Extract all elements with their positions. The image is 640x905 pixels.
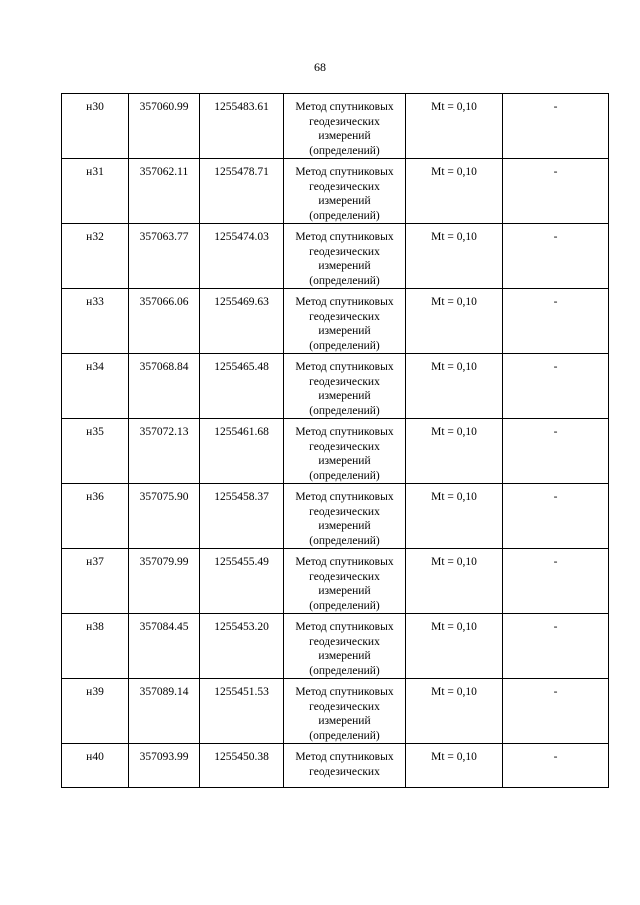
accuracy-cell: Mt = 0,10 xyxy=(406,484,503,549)
table-row xyxy=(62,549,609,614)
note-cell: - xyxy=(503,354,609,419)
point-id-cell: н38 xyxy=(62,614,129,679)
method-line: Метод спутниковых xyxy=(295,556,394,568)
table-row xyxy=(62,484,609,549)
accuracy-cell: Mt = 0,10 xyxy=(406,549,503,614)
point-id-cell: н30 xyxy=(62,94,129,159)
accuracy-cell: Mt = 0,10 xyxy=(406,419,503,484)
y-coordinate-cell: 1255458.37 xyxy=(200,484,284,549)
y-coordinate-cell: 1255453.20 xyxy=(200,614,284,679)
table-row xyxy=(62,679,609,744)
method-line: геодезических xyxy=(309,570,380,583)
method-line: геодезических xyxy=(309,245,380,258)
note-cell: - xyxy=(503,224,609,289)
accuracy-cell: Mt = 0,10 xyxy=(406,744,503,788)
table-row xyxy=(62,289,609,354)
y-coordinate-cell: 1255469.63 xyxy=(200,289,284,354)
method-line: геодезических xyxy=(309,635,380,648)
x-coordinate-cell: 357084.45 xyxy=(129,614,200,679)
note-cell: - xyxy=(503,94,609,159)
note-cell: - xyxy=(503,679,609,744)
method-line: Метод спутниковых xyxy=(295,686,394,698)
method-cell xyxy=(284,679,406,744)
method-line: измерений xyxy=(318,585,371,597)
point-id-cell: н31 xyxy=(62,159,129,224)
note-cell: - xyxy=(503,614,609,679)
method-line: Метод спутниковых xyxy=(295,166,394,178)
table-row xyxy=(62,159,609,224)
x-coordinate-cell: 357079.99 xyxy=(129,549,200,614)
method-line: геодезических xyxy=(309,180,380,193)
y-coordinate-cell: 1255451.53 xyxy=(200,679,284,744)
method-line: геодезических xyxy=(309,375,380,388)
method-line: Метод спутниковых xyxy=(295,751,394,763)
method-cell xyxy=(284,549,406,614)
note-cell: - xyxy=(503,549,609,614)
table-row xyxy=(62,94,609,159)
method-cell xyxy=(284,289,406,354)
method-line: геодезических xyxy=(309,310,380,323)
method-line: измерений xyxy=(318,390,371,402)
method-cell xyxy=(284,419,406,484)
point-id-cell: н32 xyxy=(62,224,129,289)
method-line: (определений) xyxy=(309,469,380,482)
x-coordinate-cell: 357066.06 xyxy=(129,289,200,354)
accuracy-cell: Mt = 0,10 xyxy=(406,289,503,354)
method-line: (определений) xyxy=(309,729,380,742)
x-coordinate-cell: 357060.99 xyxy=(129,94,200,159)
method-line: геодезических xyxy=(309,440,380,453)
method-line: Метод спутниковых xyxy=(295,491,394,503)
accuracy-cell: Mt = 0,10 xyxy=(406,159,503,224)
method-line: Метод спутниковых xyxy=(295,426,394,438)
method-line: (определений) xyxy=(309,144,380,157)
coordinates-table xyxy=(61,93,609,788)
coordinates-table-body xyxy=(62,94,609,788)
table-row xyxy=(62,614,609,679)
method-line: геодезических xyxy=(309,115,380,128)
method-line: геодезических xyxy=(309,505,380,518)
method-cell xyxy=(284,224,406,289)
method-line: измерений xyxy=(318,455,371,467)
method-line: измерений xyxy=(318,325,371,337)
method-line: измерений xyxy=(318,195,371,207)
method-line: (определений) xyxy=(309,274,380,287)
method-line: Метод спутниковых xyxy=(295,361,394,373)
method-line: (определений) xyxy=(309,339,380,352)
point-id-cell: н34 xyxy=(62,354,129,419)
x-coordinate-cell: 357089.14 xyxy=(129,679,200,744)
y-coordinate-cell: 1255478.71 xyxy=(200,159,284,224)
x-coordinate-cell: 357063.77 xyxy=(129,224,200,289)
y-coordinate-cell: 1255465.48 xyxy=(200,354,284,419)
y-coordinate-cell: 1255474.03 xyxy=(200,224,284,289)
y-coordinate-cell: 1255450.38 xyxy=(200,744,284,788)
point-id-cell: н36 xyxy=(62,484,129,549)
method-line: измерений xyxy=(318,260,371,272)
y-coordinate-cell: 1255483.61 xyxy=(200,94,284,159)
x-coordinate-cell: 357062.11 xyxy=(129,159,200,224)
y-coordinate-cell: 1255455.49 xyxy=(200,549,284,614)
x-coordinate-cell: 357072.13 xyxy=(129,419,200,484)
method-cell xyxy=(284,94,406,159)
method-line: геодезических xyxy=(309,765,380,778)
accuracy-cell: Mt = 0,10 xyxy=(406,224,503,289)
point-id-cell: н33 xyxy=(62,289,129,354)
method-line: измерений xyxy=(318,130,371,142)
note-cell: - xyxy=(503,419,609,484)
x-coordinate-cell: 357093.99 xyxy=(129,744,200,788)
method-line: (определений) xyxy=(309,664,380,677)
accuracy-cell: Mt = 0,10 xyxy=(406,354,503,419)
method-line: Метод спутниковых xyxy=(295,621,394,633)
method-line: (определений) xyxy=(309,404,380,417)
method-line: Метод спутниковых xyxy=(295,296,394,308)
method-line: (определений) xyxy=(309,209,380,222)
method-cell xyxy=(284,354,406,419)
method-line: (определений) xyxy=(309,534,380,547)
method-line: геодезических xyxy=(309,700,380,713)
note-cell: - xyxy=(503,159,609,224)
point-id-cell: н37 xyxy=(62,549,129,614)
table-row xyxy=(62,354,609,419)
note-cell: - xyxy=(503,744,609,788)
x-coordinate-cell: 357068.84 xyxy=(129,354,200,419)
method-cell xyxy=(284,744,406,788)
method-cell xyxy=(284,159,406,224)
x-coordinate-cell: 357075.90 xyxy=(129,484,200,549)
table-row xyxy=(62,744,609,788)
table-row xyxy=(62,419,609,484)
method-line: измерений xyxy=(318,650,371,662)
method-line: измерений xyxy=(318,715,371,727)
point-id-cell: н35 xyxy=(62,419,129,484)
method-cell xyxy=(284,484,406,549)
point-id-cell: н39 xyxy=(62,679,129,744)
y-coordinate-cell: 1255461.68 xyxy=(200,419,284,484)
method-cell xyxy=(284,614,406,679)
note-cell: - xyxy=(503,484,609,549)
accuracy-cell: Mt = 0,10 xyxy=(406,94,503,159)
method-line: (определений) xyxy=(309,599,380,612)
note-cell: - xyxy=(503,289,609,354)
accuracy-cell: Mt = 0,10 xyxy=(406,614,503,679)
page-number: 68 xyxy=(314,60,326,74)
accuracy-cell: Mt = 0,10 xyxy=(406,679,503,744)
table-row xyxy=(62,224,609,289)
method-line: Метод спутниковых xyxy=(295,231,394,243)
method-line: измерений xyxy=(318,520,371,532)
point-id-cell: н40 xyxy=(62,744,129,788)
method-line: Метод спутниковых xyxy=(295,101,394,113)
